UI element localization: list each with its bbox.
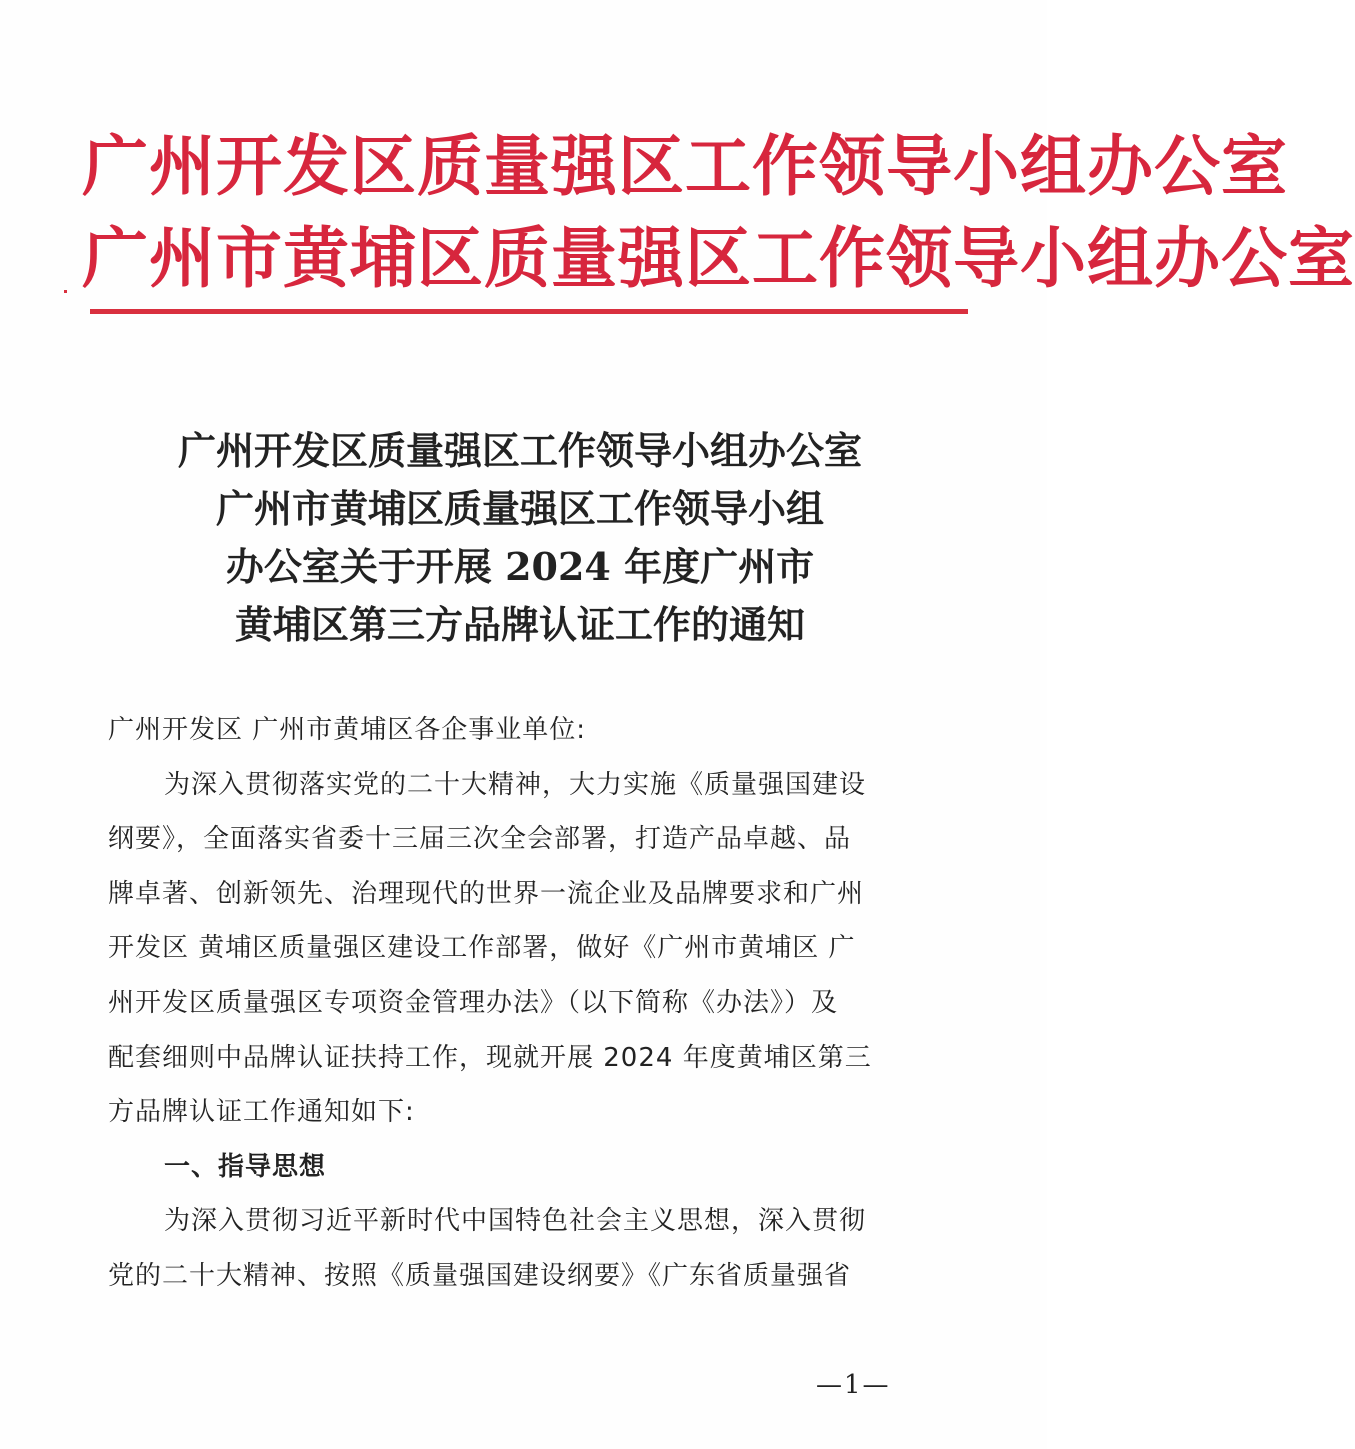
letterhead-divider xyxy=(90,309,968,314)
paragraph-2-line: 为深入贯彻习近平新时代中国特色社会主义思想，深入贯彻 xyxy=(164,1206,867,1237)
addressee: 广州开发区 广州市黄埔区各企事业单位: xyxy=(108,715,587,745)
margin-mark xyxy=(64,290,67,293)
letterhead-line-1: 广州开发区质量强区工作领导小组办公室 xyxy=(82,127,1288,205)
letterhead-line-2: 广州市黄埔区质量强区工作领导小组办公室 xyxy=(82,219,1355,297)
title-line-3: 办公室关于开展 2024 年度广州市 xyxy=(225,544,815,589)
title-line-2: 广州市黄埔区质量强区工作领导小组 xyxy=(215,486,824,531)
title-line-1: 广州开发区质量强区工作领导小组办公室 xyxy=(177,428,862,473)
paragraph-1-line: 为深入贯彻落实党的二十大精神，大力实施《质量强国建设 xyxy=(164,769,867,800)
letterhead xyxy=(82,120,1355,304)
paragraph-2-line: 党的二十大精神、按照《质量强国建设纲要》《广东省质量强省 xyxy=(108,1260,852,1291)
paragraph-1-line: 开发区 黄埔区质量强区建设工作部署，做好《广州市黄埔区 广 xyxy=(108,933,856,964)
paragraph-1-line: 州开发区质量强区专项资金管理办法》（以下简称《办法》）及 xyxy=(108,987,839,1018)
paragraph-1-line: 牌卓著、创新领先、治理现代的世界一流企业及品牌要求和广州 xyxy=(108,878,865,909)
paragraph-1-line: 配套细则中品牌认证扶持工作，现就开展 2024 年度黄埔区第三 xyxy=(108,1042,872,1073)
title-line-4: 黄埔区第三方品牌认证工作的通知 xyxy=(234,602,805,647)
document-title xyxy=(120,422,920,654)
paragraph-1-line: 纲要》，全面落实省委十三届三次全会部署，打造产品卓越、品 xyxy=(108,824,852,855)
document-body xyxy=(108,703,928,1304)
section-1-heading: 一、指导思想 xyxy=(164,1151,327,1182)
paragraph-1-line: 方品牌认证工作通知如下: xyxy=(108,1097,415,1128)
page-number: —1— xyxy=(816,1370,891,1400)
